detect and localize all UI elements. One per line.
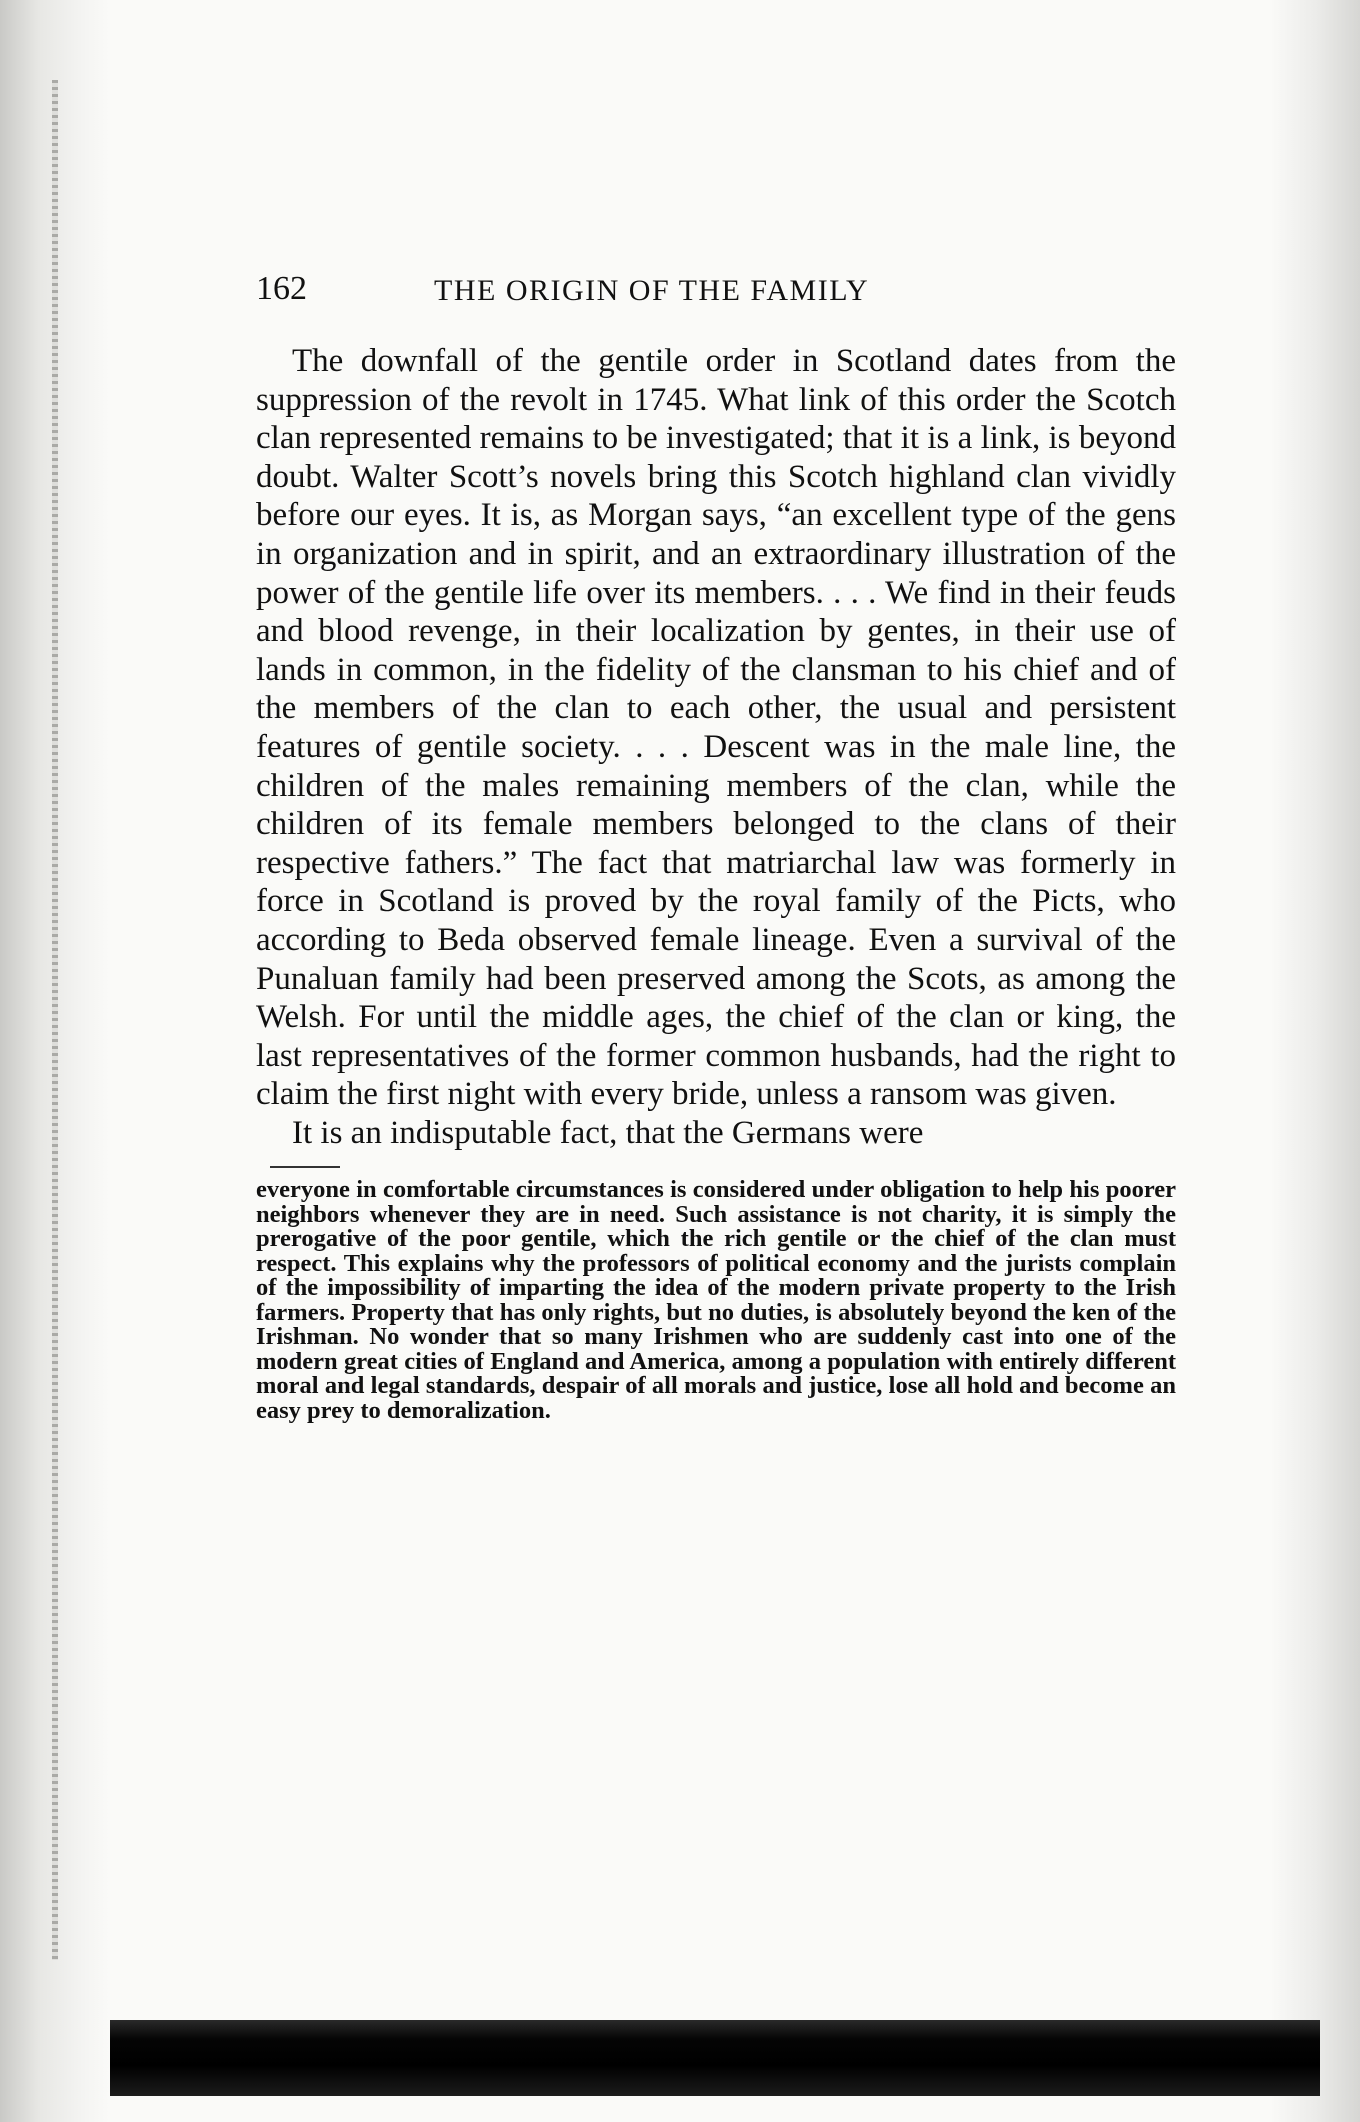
page-number: 162 [256, 270, 307, 307]
footnote-rule [270, 1166, 340, 1168]
scan-left-edge [0, 0, 110, 2122]
scan-bottom-bar [110, 2020, 1320, 2096]
book-page [256, 270, 1176, 1423]
paragraph-germans: It is an indisputable fact, that the Germans were [292, 1114, 924, 1151]
body-text [256, 342, 1176, 1152]
scan-right-edge [1270, 0, 1360, 2122]
footnote: everyone in comfortable circumstances is considered under obligation to help his poorer neighbors whenever they are in need. Such assistance is not charity, it is simply the prerogative of the poor gentile, which the rich gentile or the chief of the clan must respect. This explains why the professors of political economy and the jurists complain of the impossibility of imparting the idea of the modern private property to the Irish farmers. Property that has only rights, but no duties, is absolutely beyond the ken of the Irishman. No wonder that so many Irishmen who are suddenly cast into one of the modern great cities of England and America, among a population with entirely different moral and legal standards, despair of all morals and justice, lose all hold and become an easy prey to demoralization. [256, 1176, 1176, 1424]
paragraph-scotland: The downfall of the gentile order in Scotland dates from the suppression of the revolt in 1745. What link of this order the Scotch clan represented remains to be investigated; that it is a link, is beyond doubt. Walter Scott’s novels bring this Scotch highland clan vividly before our eyes. It is, as Morgan says, “an excellent type of the gens in organization and in spirit, and an extraordinary illustration of the power of the gentile life over its members. . . . We find in their feuds and blood revenge, in their localization by gentes, in their use of lands in common, in the fidelity of the clansman to his chief and of the members of the clan to each other, the usual and persistent features of gentile society. . . . Descent was in the male line, the children of the males remaining members of the clan, while the children of its female members belonged to the clans of their respective fathers.” The fact that matriarchal law was formerly in force in Scotland is proved by the royal family of the Picts, who according to Beda observed female lineage. Even a survival of the Punaluan family had been preserved among the Scots, as among the Welsh. For until the middle ages, the chief of the clan or king, the last representatives of the former common husbands, had the right to claim the first night with every bride, unless a ransom was given. [256, 343, 1176, 1113]
running-head [256, 270, 1176, 318]
running-title: THE ORIGIN OF THE FAMILY [434, 274, 870, 307]
